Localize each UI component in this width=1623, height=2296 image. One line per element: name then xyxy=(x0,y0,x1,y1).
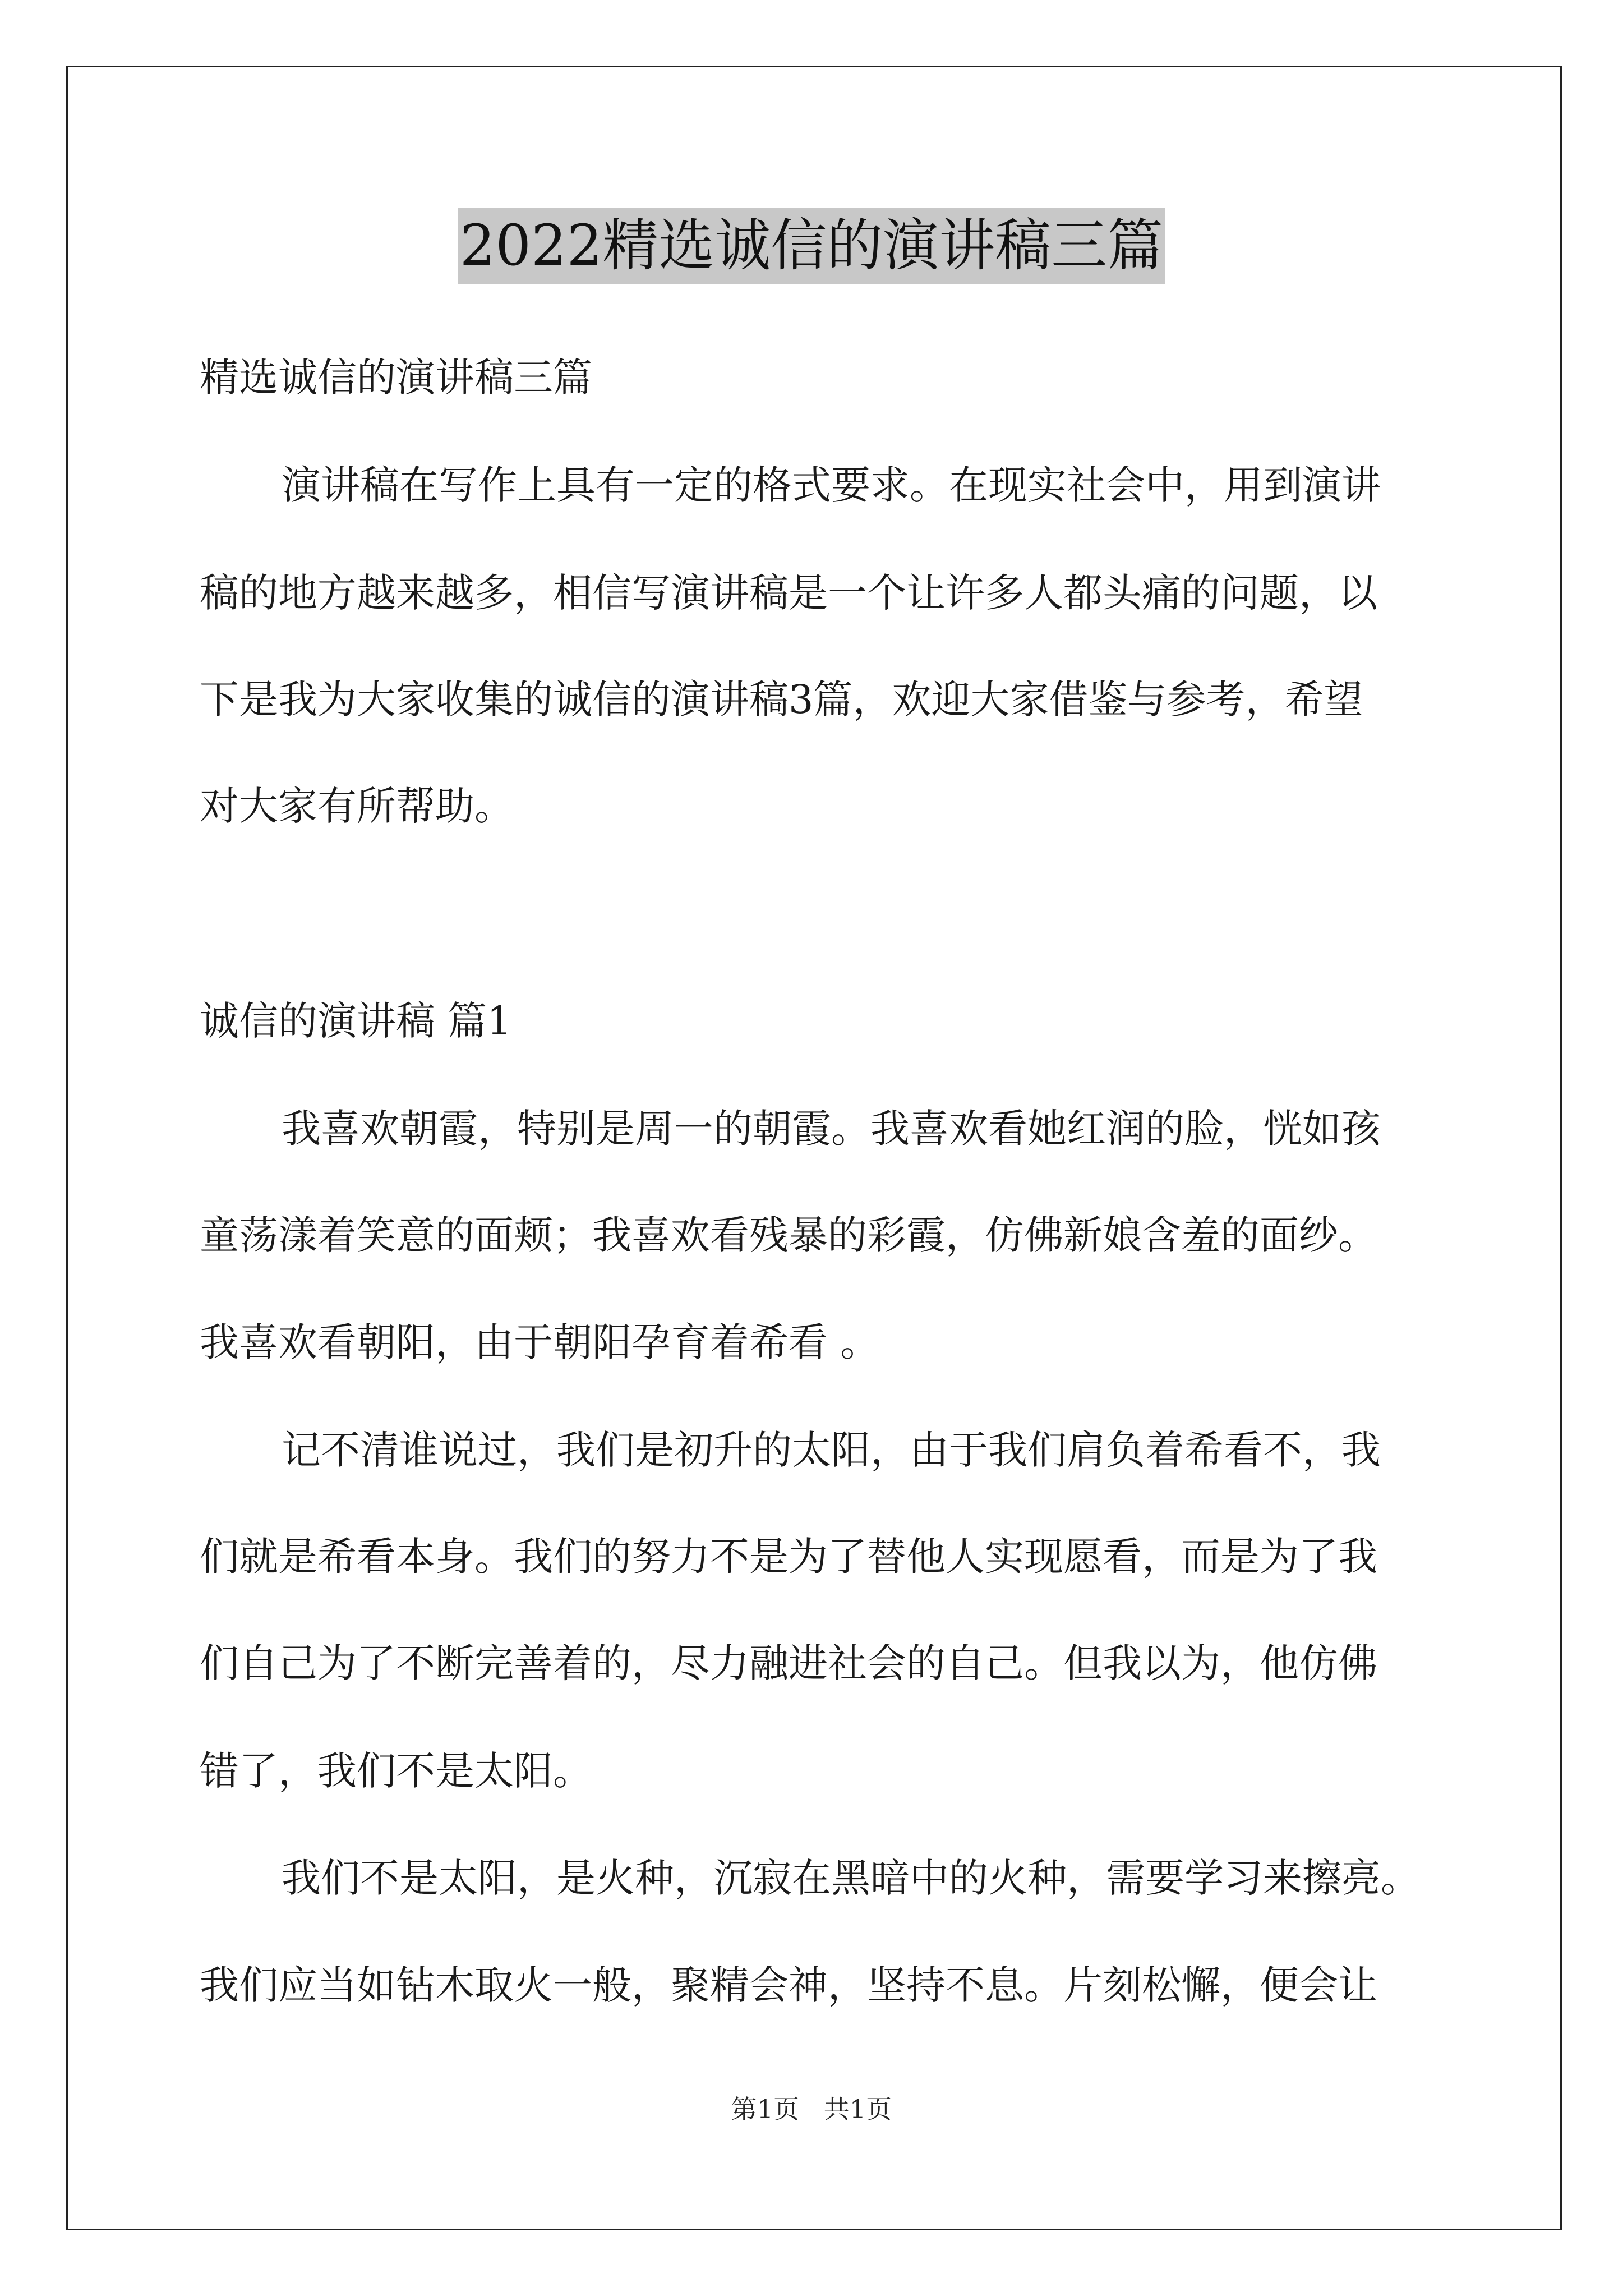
paragraph-line: 们就是希看本身。我们的努力不是为了替他人实现愿看，而是为了我 xyxy=(200,1534,1377,1580)
paragraph-line: 我们不是太阳，是火种，沉寂在黑暗中的火种，需要学习来擦亮。 xyxy=(282,1855,1420,1901)
paragraph-line: 我们应当如钻木取火一般，聚精会神，坚持不息。片刻松懈，便会让 xyxy=(200,1962,1377,2008)
paragraph-line: 们自己为了不断完善着的，尽力融进社会的自己。但我以为，他仿佛 xyxy=(200,1640,1377,1686)
paragraph-line: 我喜欢看朝阳，由于朝阳孕育着希看 。 xyxy=(200,1319,880,1365)
paragraph-line: 我喜欢朝霞，特别是周一的朝霞。我喜欢看她红润的脸，恍如孩 xyxy=(282,1106,1381,1152)
document-subtitle: 精选诚信的演讲稿三篇 xyxy=(200,355,592,401)
paragraph-line: 记不清谁说过，我们是初升的太阳，由于我们肩负着希看不，我 xyxy=(282,1427,1381,1473)
paragraph-line: 童荡漾着笑意的面颊；我喜欢看残暴的彩霞，仿佛新娘含羞的面纱。 xyxy=(200,1212,1377,1258)
title-container xyxy=(0,208,1623,284)
section-heading: 诚信的演讲稿 篇1 xyxy=(200,998,512,1044)
intro-line: 下是我为大家收集的诚信的演讲稿3篇，欢迎大家借鉴与参考，希望 xyxy=(200,677,1363,723)
paragraph-line: 错了，我们不是太阳。 xyxy=(200,1748,592,1794)
intro-line: 稿的地方越来越多，相信写演讲稿是一个让许多人都头痛的问题，以 xyxy=(200,570,1377,616)
page-footer: 第1页 共1页 xyxy=(731,2094,892,2124)
document-title: 2022精选诚信的演讲稿三篇 xyxy=(458,208,1166,284)
intro-line: 演讲稿在写作上具有一定的格式要求。在现实社会中，用到演讲 xyxy=(282,462,1381,508)
intro-line: 对大家有所帮助。 xyxy=(200,783,514,829)
